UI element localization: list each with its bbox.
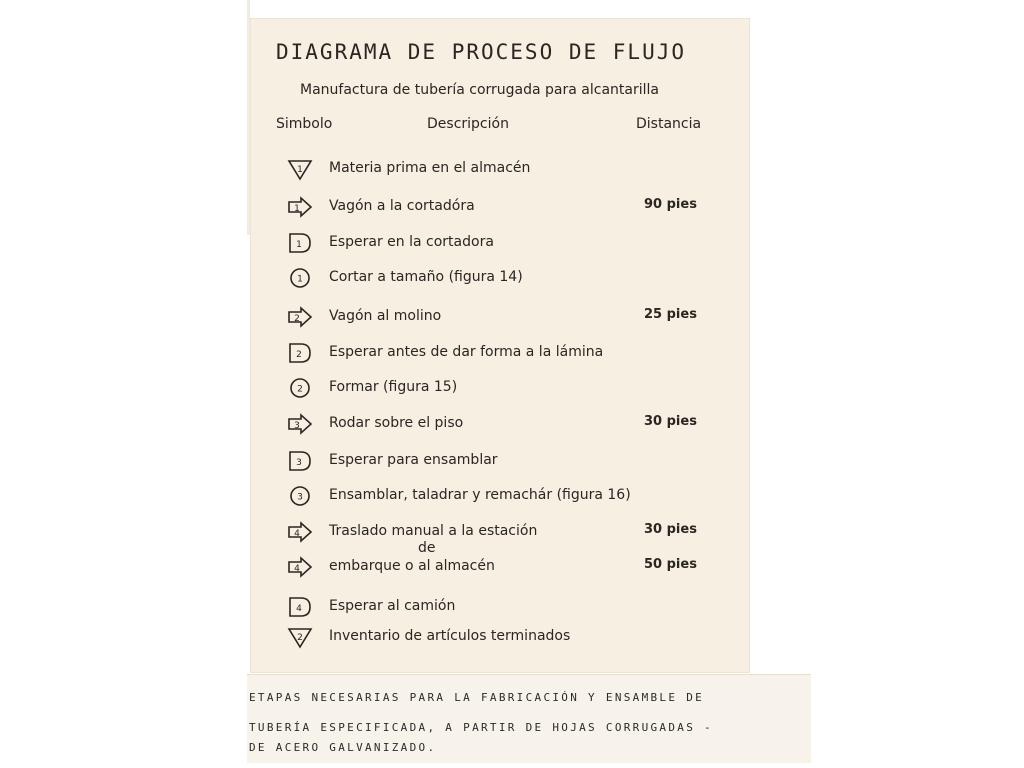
step-description: Inventario de artículos terminados xyxy=(329,628,571,644)
storage-triangle-icon xyxy=(286,157,314,181)
operation-circle-icon xyxy=(286,484,314,508)
step-description: Vagón al molino xyxy=(329,308,442,324)
svg-text:4: 4 xyxy=(296,604,302,614)
document-subtitle: Manufactura de tubería corrugada para alcantarilla xyxy=(300,82,659,98)
delay-d-icon xyxy=(286,595,314,619)
delay-d-icon xyxy=(286,449,314,473)
step-description: Vagón a la cortadóra xyxy=(329,198,475,214)
svg-text:3: 3 xyxy=(297,492,303,503)
process-step xyxy=(286,157,706,183)
svg-text:2: 2 xyxy=(297,633,303,643)
process-step xyxy=(286,412,706,438)
process-step xyxy=(286,484,706,510)
svg-text:4: 4 xyxy=(294,564,300,574)
document-title: DIAGRAMA DE PROCESO DE FLUJO xyxy=(276,40,687,64)
caption-line: DE ACERO GALVANIZADO. xyxy=(249,741,437,754)
header-description: Descripción xyxy=(427,116,509,132)
process-step xyxy=(286,341,706,367)
storage-triangle-icon xyxy=(286,625,314,649)
step-description: Materia prima en el almacén xyxy=(329,160,531,176)
step-description: embarque o al almacén xyxy=(329,558,495,574)
step-distance: 30 pies xyxy=(644,414,697,429)
transport-arrow-icon xyxy=(286,412,314,436)
delay-d-icon xyxy=(286,231,314,255)
svg-text:2: 2 xyxy=(296,350,302,360)
svg-text:4: 4 xyxy=(294,529,300,539)
process-step xyxy=(286,555,706,581)
step-description: Ensamblar, taladrar y remachár (figura 16) xyxy=(329,487,631,503)
step-description: Rodar sobre el piso xyxy=(329,415,464,431)
step-description: Esperar para ensamblar xyxy=(329,452,498,468)
svg-text:2: 2 xyxy=(297,384,303,395)
process-step xyxy=(286,266,706,292)
step-description: Cortar a tamaño (figura 14) xyxy=(329,269,523,285)
header-distance: Distancia xyxy=(636,116,702,132)
step-distance: 90 pies xyxy=(644,197,697,212)
header-symbol: Simbolo xyxy=(276,116,333,132)
process-step xyxy=(286,520,706,546)
process-step xyxy=(286,449,706,475)
transport-arrow-icon xyxy=(286,520,314,544)
svg-text:1: 1 xyxy=(297,165,303,175)
delay-d-icon xyxy=(286,341,314,365)
step-description: Esperar en la cortadora xyxy=(329,234,494,250)
svg-text:3: 3 xyxy=(294,421,300,431)
svg-text:1: 1 xyxy=(294,204,300,214)
transport-arrow-icon xyxy=(286,305,314,329)
step-description: Esperar al camión xyxy=(329,598,456,614)
svg-text:1: 1 xyxy=(296,240,302,250)
step-description: Esperar antes de dar forma a la lámina xyxy=(329,344,604,360)
caption-line: TUBERÍA ESPECIFICADA, A PARTIR DE HOJAS CORRUGADAS - xyxy=(249,721,713,734)
process-step xyxy=(286,305,706,331)
step-distance: 50 pies xyxy=(644,557,697,572)
process-step xyxy=(286,195,706,221)
step-description: Formar (figura 15) xyxy=(329,379,458,395)
transport-arrow-icon xyxy=(286,195,314,219)
caption-line: ETAPAS NECESARIAS PARA LA FABRICACIÓN Y ENSAMBLE DE xyxy=(249,691,705,704)
caption-strip xyxy=(247,674,811,763)
step-description: Traslado manual a la estación xyxy=(329,523,538,539)
process-step xyxy=(286,376,706,402)
process-step xyxy=(286,595,706,621)
connector-word: de xyxy=(418,540,436,556)
svg-text:1: 1 xyxy=(297,274,303,285)
process-step xyxy=(286,625,706,651)
process-step xyxy=(286,231,706,257)
svg-text:3: 3 xyxy=(296,458,302,468)
step-distance: 25 pies xyxy=(644,307,697,322)
operation-circle-icon xyxy=(286,266,314,290)
step-distance: 30 pies xyxy=(644,522,697,537)
operation-circle-icon xyxy=(286,376,314,400)
transport-arrow-icon xyxy=(286,555,314,579)
svg-text:2: 2 xyxy=(294,314,300,324)
